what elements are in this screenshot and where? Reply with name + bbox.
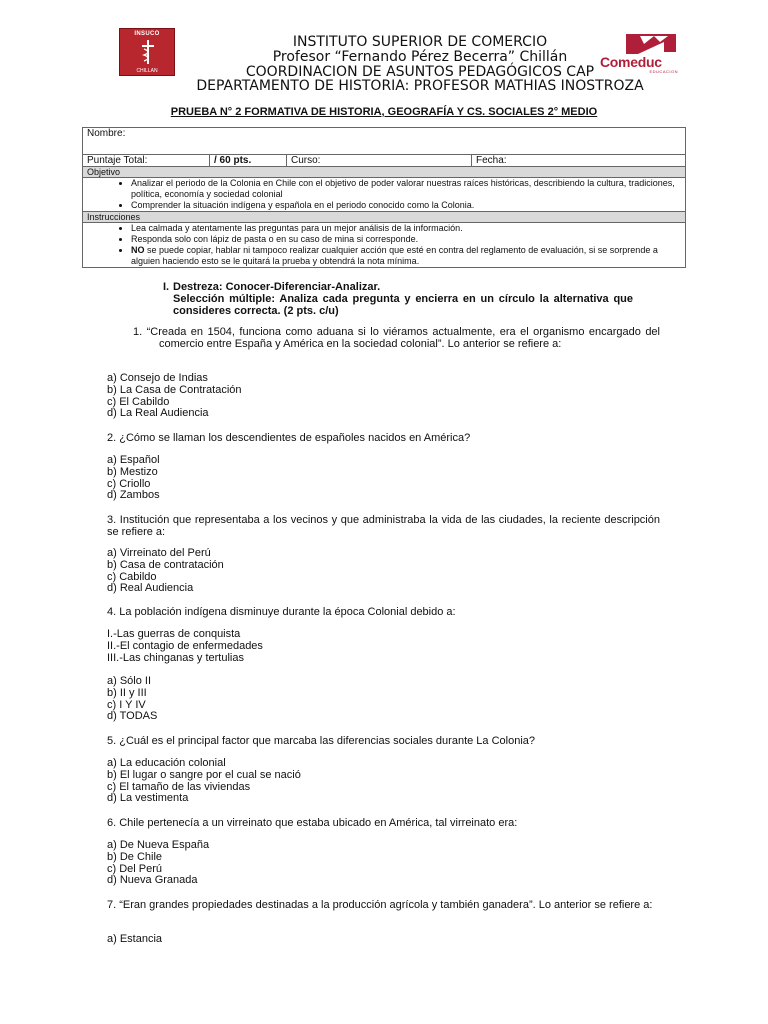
question-1-options <box>107 373 242 420</box>
option[interactable]: d) La Real Audiencia <box>107 407 209 420</box>
instrucciones-header: Instrucciones <box>83 212 686 223</box>
objetivo-item: • Comprender la situación indígena y española en el periodo conocido como la Colonia. <box>131 200 681 211</box>
instruccion-item: • Responda solo con lápiz de pasta o en su caso de mina si corresponde. <box>131 234 681 245</box>
question-4-text: 4. La población indígena disminuye durante la época Colonial debido a: <box>107 606 456 618</box>
option[interactable]: d) Nueva Granada <box>107 874 198 887</box>
institution-subtitle: Profesor “Fernando Pérez Becerra” Chillán <box>272 49 568 65</box>
student-info-table <box>82 127 686 268</box>
curso-label: Curso: <box>291 155 321 166</box>
insuco-logo-top-text: INSUCO <box>134 31 160 37</box>
question-7-options <box>107 934 162 946</box>
option[interactable]: c) Cabildo <box>107 570 157 583</box>
option[interactable]: d) La vestimenta <box>107 792 189 805</box>
option[interactable]: b) La Casa de Contratación <box>107 383 242 396</box>
option[interactable]: c) Criollo <box>107 477 151 490</box>
nombre-label: Nombre: <box>87 128 126 139</box>
statement: III.-Las chinganas y tertulias <box>107 651 244 664</box>
option[interactable]: c) Del Perú <box>107 862 163 875</box>
puntaje-label: Puntaje Total: <box>87 155 148 166</box>
comeduc-sub: EDUCACION <box>649 69 678 74</box>
question-1-text <box>107 326 660 350</box>
section-instruction-line: Selección múltiple: Analiza cada pregunta y encierra en un círculo la alternativa que consideres correcta. (2 pts. c/u) <box>173 293 633 317</box>
institution-name: INSTITUTO SUPERIOR DE COMERCIO <box>292 34 548 50</box>
question-4-options <box>107 676 157 723</box>
instruccion-item: • Lea calmada y atentamente las preguntas para un mejor análisis de la información. <box>131 223 681 234</box>
coordination-line: COORDINACION DE ASUNTOS PEDAGÓGICOS CAP <box>245 64 595 80</box>
statement: I.-Las guerras de conquista <box>107 628 241 640</box>
section-number: I. <box>163 281 170 293</box>
question-6-text: 6. Chile pertenecía a un virreinato que estaba ubicado en América, tal virreinato era: <box>107 817 518 829</box>
option[interactable]: b) Mestizo <box>107 465 158 478</box>
question-2-options <box>107 455 160 502</box>
puntaje-cell <box>83 155 210 167</box>
fecha-cell[interactable] <box>472 155 686 167</box>
option[interactable]: c) I Y IV <box>107 698 146 711</box>
option[interactable]: c) El Cabildo <box>107 395 170 408</box>
option[interactable]: a) Estancia <box>107 933 163 945</box>
option[interactable]: a) Sólo II <box>107 675 152 687</box>
option[interactable]: a) De Nueva España <box>107 839 210 851</box>
section-skill-line: Destreza: Conocer-Diferenciar-Analizar. <box>173 281 381 293</box>
question-5-text: 5. ¿Cuál es el principal factor que marcaba las diferencias sociales durante La Colonia? <box>107 735 536 747</box>
question-1-stem: 1. “Creada en 1504, funciona como aduana si lo viéramos actualmente, era el organismo encargado del comercio entre España y América en la sociedad colonial”. Lo anterior se refiere a: <box>133 326 660 350</box>
objetivo-body <box>83 178 686 212</box>
option[interactable]: d) TODAS <box>107 710 158 723</box>
objetivo-list <box>87 178 681 211</box>
option[interactable]: a) Consejo de Indias <box>107 372 208 384</box>
instrucciones-body <box>83 223 686 268</box>
option[interactable]: d) Zambos <box>107 489 160 502</box>
comeduc-brand: Comeduc <box>600 54 662 70</box>
option[interactable]: b) Casa de contratación <box>107 558 224 571</box>
question-3-options <box>107 548 224 595</box>
option[interactable]: d) Real Audiencia <box>107 582 194 595</box>
department-line: DEPARTAMENTO DE HISTORIA: PROFESOR MATHIAS INOSTROZA <box>196 78 644 94</box>
test-title: PRUEBA N° 2 FORMATIVA DE HISTORIA, GEOGRAFÍA Y CS. SOCIALES 2° MEDIO <box>170 106 598 118</box>
option[interactable]: c) El tamaño de las viviendas <box>107 780 251 793</box>
option[interactable]: a) Virreinato del Perú <box>107 547 211 559</box>
instrucciones-list <box>87 223 681 267</box>
question-4-statements <box>107 629 263 664</box>
statement: II.-El contagio de enfermedades <box>107 639 263 652</box>
option[interactable]: a) Español <box>107 454 160 466</box>
option[interactable]: b) II y III <box>107 686 147 699</box>
question-3-text: 3. Institución que representaba a los vecinos y que administraba la vida de las ciudades, la reciente descripción se refiere a: <box>107 514 660 538</box>
option[interactable]: b) De Chile <box>107 850 163 863</box>
insuco-logo-bottom-text: CHILLAN <box>136 68 158 74</box>
question-2-text: 2. ¿Cómo se llaman los descendientes de españoles nacidos en América? <box>107 432 471 444</box>
curso-cell[interactable] <box>287 155 472 167</box>
instruccion-bold-word: NO <box>131 245 145 255</box>
instruccion-text: se puede copiar, hablar ni tampoco realizar cualquier acción que esté en contra del reglamento de evaluación, si se sorprende a alguien haciendo esto se le quitará la prueba y obtendrá la nota mínima. <box>131 245 658 266</box>
nombre-cell[interactable] <box>83 128 686 155</box>
question-7-text: 7. “Eran grandes propiedades destinadas a la producción agrícola y también ganadera”. Lo anterior se refiere a: <box>107 899 653 911</box>
option[interactable]: a) La educación colonial <box>107 757 226 769</box>
objetivo-header: Objetivo <box>83 167 686 178</box>
question-5-options <box>107 758 301 805</box>
section-heading <box>173 281 633 317</box>
option[interactable]: b) El lugar o sangre por el cual se nació <box>107 768 301 781</box>
question-6-options <box>107 840 209 887</box>
instruccion-item <box>131 245 681 267</box>
objetivo-item: • Analizar el periodo de la Colonia en Chile con el objetivo de poder valorar nuestras raíces históricas, describiendo la cultura, tradiciones, política, economía y sociedad colonial <box>131 178 681 200</box>
puntaje-value: / 60 pts. <box>210 155 287 167</box>
fecha-label: Fecha: <box>476 155 507 166</box>
